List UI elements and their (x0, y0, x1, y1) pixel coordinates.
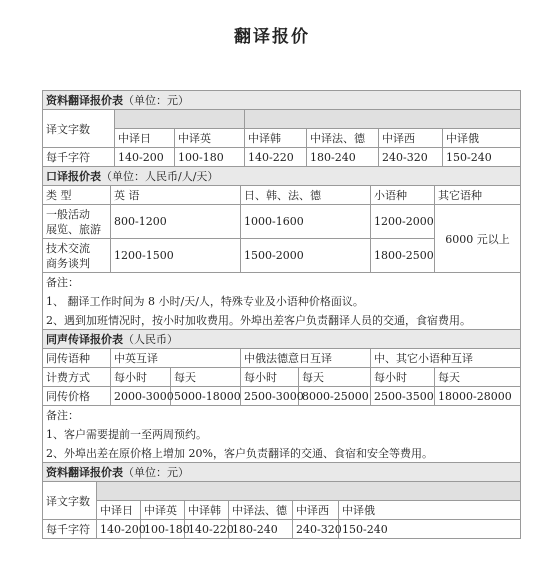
price-cell: 140-200 (97, 520, 141, 539)
price-cell: 1800-2500 (371, 239, 435, 273)
price-cell: 180-240 (307, 148, 379, 167)
row-label: 同传价格 (43, 387, 111, 406)
blank-cell (115, 110, 245, 129)
col-header: 英 语 (111, 186, 241, 205)
note-row: 2、遇到加班情况时，按小时加收费用。外埠出差客户负责翻译人员的交通，食宿费用。 (43, 311, 521, 330)
price-sheet (42, 90, 520, 539)
fee-cell: 每小时 (111, 368, 171, 387)
lang-cell: 中译英 (175, 129, 245, 148)
section-unit: （单位：人民币/人/天） (101, 170, 219, 183)
lang-cell: 中译俄 (339, 501, 521, 520)
price-cell: 1200-1500 (111, 239, 241, 273)
price-cell: 2500-3500 (371, 387, 435, 406)
section-title: 资料翻译报价表 (46, 466, 123, 479)
price-cell: 2000-3000 (111, 387, 171, 406)
fee-cell: 每天 (299, 368, 371, 387)
col-header: 日、韩、法、德 (241, 186, 371, 205)
oral-price-table (42, 166, 521, 330)
blank-cell (97, 482, 521, 501)
price-cell: 800-1200 (111, 205, 241, 239)
section-unit: （单位：元） (123, 466, 189, 479)
note-title-row: 备注： (43, 273, 521, 292)
price-row (43, 148, 521, 167)
price-cell: 18000-28000 (435, 387, 521, 406)
blank-cell (245, 110, 521, 129)
section-title: 同声传译报价表 (46, 333, 123, 346)
note-row: 2、外埠出差在原价格上增加 20%，客户负责翻译的交通、食宿和安全等费用。 (43, 444, 521, 463)
price-cell: 140-220 (245, 148, 307, 167)
row-label: 每千字符 (43, 520, 97, 539)
note-row: 1、 翻译工作时间为 8 小时/天/人，特殊专业及小语种价格面议。 (43, 292, 521, 311)
other-lang-price: 6000 元以上 (435, 205, 521, 273)
written-price-table-2 (42, 462, 521, 539)
lang-cell: 中译韩 (185, 501, 229, 520)
fee-cell: 每小时 (241, 368, 299, 387)
section-unit: （单位：元） (123, 94, 189, 107)
row-label: 译文字数 (43, 110, 115, 148)
price-cell: 140-220 (185, 520, 229, 539)
price-cell: 140-200 (115, 148, 175, 167)
row-label: 每千字符 (43, 148, 115, 167)
price-cell: 100-180 (175, 148, 245, 167)
lang-cell: 中译韩 (245, 129, 307, 148)
lang-cell: 中译西 (293, 501, 339, 520)
section-title: 口译报价表 (46, 170, 101, 183)
row-label: 同传语种 (43, 349, 111, 368)
section-title: 资料翻译报价表 (46, 94, 123, 107)
lang-cell: 中英互译 (111, 349, 241, 368)
section-header (43, 463, 521, 482)
oral-header-row (43, 186, 521, 205)
lang-cell: 中译日 (97, 501, 141, 520)
price-cell: 240-320 (293, 520, 339, 539)
simul-fee-row (43, 368, 521, 387)
page-title: 翻译报价 (234, 27, 310, 47)
price-row (43, 520, 521, 539)
price-cell: 180-240 (229, 520, 293, 539)
section-unit: （人民币） (123, 333, 178, 346)
section-header (43, 91, 521, 110)
col-header: 其它语种 (435, 186, 521, 205)
price-cell: 2500-3000 (241, 387, 299, 406)
row-label: 一般活动 展览、旅游 (43, 205, 111, 239)
lang-cell: 中译俄 (443, 129, 521, 148)
simul-price-row (43, 387, 521, 406)
price-cell: 150-240 (339, 520, 521, 539)
note-row: 1、客户需要提前一至两周预约。 (43, 425, 521, 444)
row-label: 译文字数 (43, 482, 97, 520)
fee-cell: 每天 (171, 368, 241, 387)
price-cell: 1000-1600 (241, 205, 371, 239)
price-cell: 100-180 (141, 520, 185, 539)
col-header: 小语种 (371, 186, 435, 205)
oral-row-general (43, 205, 521, 239)
fee-cell: 每小时 (371, 368, 435, 387)
fee-cell: 每天 (435, 368, 521, 387)
row-label: 类 型 (43, 186, 111, 205)
lang-cell: 中、其它小语种互译 (371, 349, 521, 368)
note-title-row: 备注： (43, 406, 521, 425)
written-price-table-1 (42, 90, 521, 167)
simul-price-table (42, 329, 521, 463)
row-label: 计费方式 (43, 368, 111, 387)
lang-cell: 中译英 (141, 501, 185, 520)
price-cell: 8000-25000 (299, 387, 371, 406)
row-label: 技术交流 商务谈判 (43, 239, 111, 273)
section-header (43, 167, 521, 186)
section-header (43, 330, 521, 349)
lang-cell: 中译法、德 (307, 129, 379, 148)
simul-lang-row (43, 349, 521, 368)
price-cell: 150-240 (443, 148, 521, 167)
lang-cell: 中译西 (379, 129, 443, 148)
price-cell: 5000-18000 (171, 387, 241, 406)
lang-cell: 中译法、德 (229, 501, 293, 520)
lang-row (43, 501, 521, 520)
lang-row (43, 129, 521, 148)
price-cell: 240-320 (379, 148, 443, 167)
price-cell: 1500-2000 (241, 239, 371, 273)
lang-cell: 中俄法德意日互译 (241, 349, 371, 368)
price-cell: 1200-2000 (371, 205, 435, 239)
lang-cell: 中译日 (115, 129, 175, 148)
